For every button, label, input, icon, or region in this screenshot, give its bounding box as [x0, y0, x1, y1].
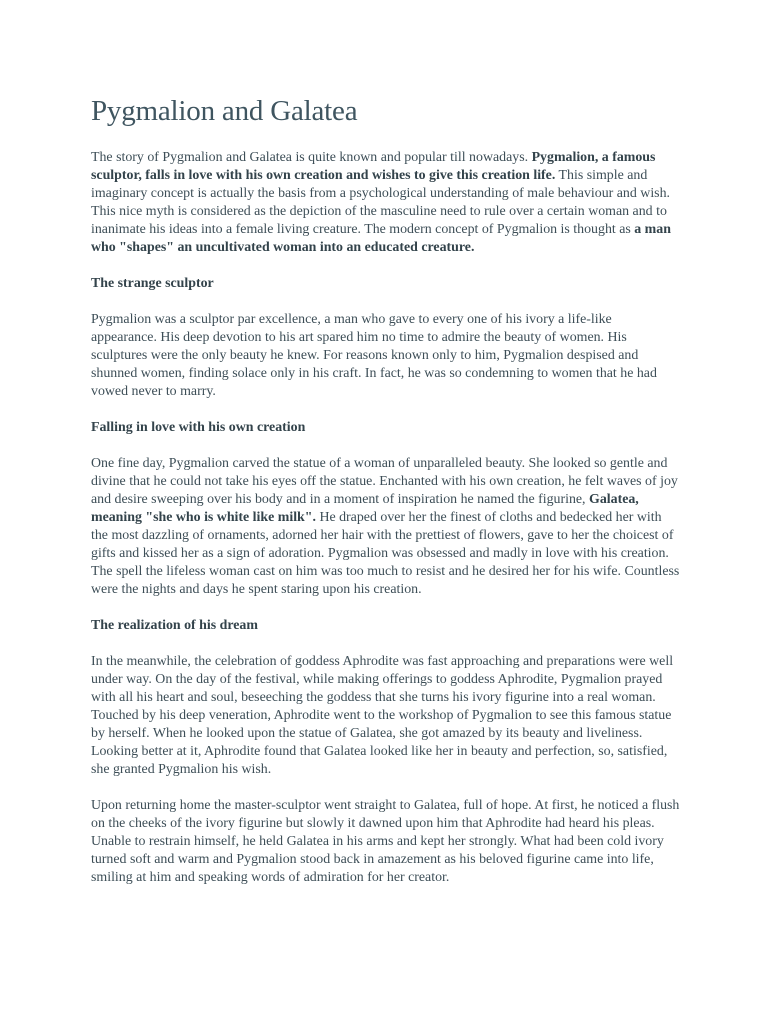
- document-body: [91, 93, 681, 905]
- strange-sculptor-paragraph: Pygmalion was a sculptor par excellence, a man who gave to every one of his ivory a life-like appearance. His deep devotion to his art spared him no time to admire the beauty of women. His sculptures were the only beauty he knew. For reasons known only to him, Pygmalion despised and shunned women, finding solace only in his craft. In fact, he was so condemning to women that he had vowed never to marry.: [91, 312, 657, 399]
- falling-in-love-text-1: One fine day, Pygmalion carved the statue of a woman of unparalleled beauty. She looked so gentle and divine that he could not take his eyes off the statue. Enchanted with his own creation, he felt waves of joy and desire sweeping over his body and in a moment of inspiration he named the figurine,: [91, 456, 678, 507]
- intro-bold-1: Pygmalion, a famous sculptor, falls in love with his own creation and wishes to give this creation life.: [91, 150, 656, 183]
- falling-in-love-bold: Galatea, meaning "she who is white like milk".: [91, 492, 639, 525]
- section-heading-falling-in-love: Falling in love with his own creation: [91, 420, 306, 435]
- intro-bold-2: a man who "shapes" an uncultivated woman into an educated creature.: [91, 222, 671, 255]
- falling-in-love-paragraph: [91, 455, 681, 599]
- intro-text-2: This simple and imaginary concept is actually the basis from a psychological understanding of male behaviour and wish. This nice myth is considered as the depiction of the masculine need to rule over a certain woman and to inanimate his ideas into a female living creature. The modern concept of Pygmalion is thought as: [91, 168, 670, 237]
- document-title: Pygmalion and Galatea: [91, 95, 358, 127]
- intro-paragraph: [91, 149, 681, 257]
- section-heading-realization: The realization of his dream: [91, 618, 258, 633]
- realization-paragraph-2: Upon returning home the master-sculptor went straight to Galatea, full of hope. At first, he noticed a flush on the cheeks of the ivory figurine but slowly it dawned upon him that Aphrodite had heard his pleas. Unable to restrain himself, he held Galatea in his arms and kept her strongly. What had been cold ivory turned soft and warm and Pygmalion stood back in amazement as his beloved figurine came into life, smiling at him and speaking words of admiration for her creator.: [91, 798, 680, 885]
- section-heading-strange-sculptor: The strange sculptor: [91, 276, 214, 291]
- intro-text-1: The story of Pygmalion and Galatea is quite known and popular till nowadays.: [91, 150, 532, 165]
- realization-paragraph-1: In the meanwhile, the celebration of goddess Aphrodite was fast approaching and preparations were well under way. On the day of the festival, while making offerings to goddess Aphrodite, Pygmalion prayed with all his heart and soul, beseeching the goddess that she turns his ivory figurine into a real woman. Touched by his deep veneration, Aphrodite went to the workshop of Pygmalion to see this famous statue by herself. When he looked upon the statue of Galatea, she got amazed by its beauty and liveliness. Looking better at it, Aphrodite found that Galatea looked like her in beauty and perfection, so, satisfied, she granted Pygmalion his wish.: [91, 654, 674, 777]
- falling-in-love-text-2: He draped over her the finest of cloths and bedecked her with the most dazzling of ornaments, adorned her hair with the prettiest of flowers, gave to her the choicest of gifts and kissed her as a sign of adoration. Pygmalion was obsessed and madly in love with his creation. The spell the lifeless woman cast on him was too much to resist and he desired her for his wife. Countless were the nights and days he spent staring upon his creation.: [91, 510, 680, 597]
